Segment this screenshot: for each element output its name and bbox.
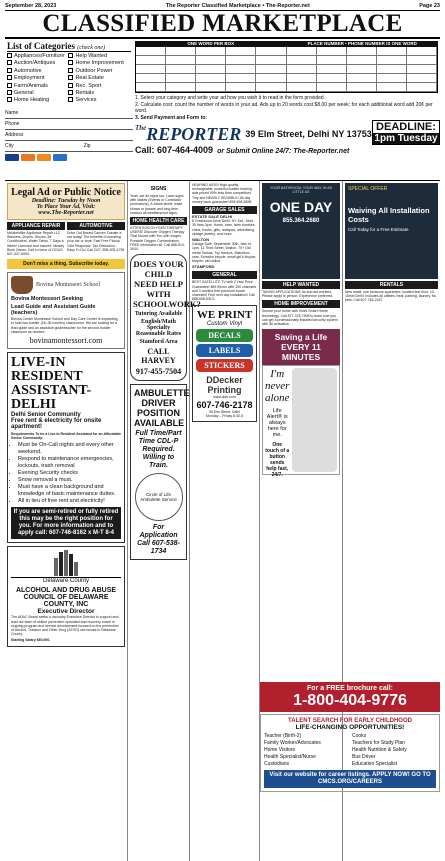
brochure-banner: For a FREE brochure call: 1-800-404-9776 bbox=[260, 682, 440, 712]
checkbox[interactable] bbox=[68, 83, 73, 88]
city-field[interactable]: City Zip bbox=[5, 141, 133, 152]
address-field[interactable]: Address bbox=[5, 130, 133, 141]
amex-icon bbox=[53, 154, 67, 161]
section-automotive: AUTOMOTIVE bbox=[67, 222, 125, 230]
mastercard-icon bbox=[21, 154, 35, 161]
checkbox[interactable] bbox=[68, 90, 73, 95]
checkbox[interactable] bbox=[68, 60, 73, 65]
category-option[interactable]: Automotive bbox=[7, 68, 64, 75]
window-ad: SPECIAL OFFER Waiving All Installation Costs Call Today for a Free Estimate bbox=[345, 183, 438, 279]
grid-header: ONE WORD PER BOX PLACE NUMBER • PHONE NUMBER IS ONE WORD bbox=[135, 41, 438, 47]
column-3: HEARING AIDS!! High-quality rechargeable, powerful Audien hearing aids priced 90% less than competitors. Tiny and NEARLY INVISIBLE! 45-day money back guarantee! 855-598-5898 GARAGE SALES ESTATE SALE DELHI 8 Crestwood Drive Delhi, NY Sat., Sept. 30 9am-3pm. Home, barn, farm furniture, china, books, gifts, antiques, advertising, vintage jewelry, and more. WALTON Garage Sale, September 30th, 9am to 1pm, 11 Third Street, Walton. 70+ Old metal Tonkas, Toy tractors, Matchbox cars, Schwinn bicycle, small girl's bicycle, tricycle, old radios. STAMFORD GENERAL BEST SATELLITE TV with 2 Year Price Guarantee! $59.99/mo with 190 channels and 3 months free premium movie channels! Free next day installation! Call 888-508-5313. WE PRINT Custom Vinyl DECALS LABELS STICKERS DDecker Printing www.ddcr.com 607-746-2178 39 Elm Street, Delhi Monday – Friday 8:30-5 bbox=[190, 181, 260, 861]
bovina-url[interactable]: bovinamontessori.com bbox=[29, 336, 103, 346]
category-option[interactable]: Help Wanted bbox=[68, 53, 123, 60]
subscribe-banner: Don't miss a thing. Subscribe today. bbox=[7, 259, 125, 269]
header-center: The Reporter Classified Marketplace • The-Reporter.net bbox=[165, 3, 310, 9]
category-option[interactable]: Rentals bbox=[68, 90, 123, 97]
ambulette-ad: AMBULETTE DRIVER POSITION AVAILABLE Full Time/Part Time CDL-P Required. Willing to Train. Circle of Life Ambulette Service For Application Call 607-538-1734 bbox=[130, 384, 187, 560]
checkbox[interactable] bbox=[7, 75, 12, 80]
checkbox[interactable] bbox=[7, 60, 12, 65]
category-option[interactable]: General bbox=[7, 90, 64, 97]
checkbox[interactable] bbox=[68, 53, 73, 58]
page-title: CLASSIFIED MARKETPLACE bbox=[5, 11, 440, 39]
tutoring-ad: DOES YOUR CHILD NEED HELP WITH SCHOOLWORK? Tutoring Available English/Math Specialty Reasonable Rates Stamford Area CALL HARVEY 917-455-7504 bbox=[130, 254, 187, 381]
saving-banner: Saving a Life EVERY 11 MINUTES bbox=[262, 329, 340, 365]
column-5: SPECIAL OFFER Waiving All Installation Costs Call Today for a Free Estimate RENTALS New small, one bedroom apartment, located first floor, 10-15min Delhi. Includes all utilities, heat, parking, laundry. No pets. Call 607-746-2187. bbox=[343, 181, 440, 861]
section-signs: SIGNS bbox=[150, 186, 167, 192]
checkbox[interactable] bbox=[68, 68, 73, 73]
circle-of-life-logo: Circle of Life Ambulette Service bbox=[135, 473, 183, 521]
reporter-address: 39 Elm Street, Delhi NY 13753 bbox=[245, 129, 372, 139]
contact-form bbox=[5, 108, 133, 161]
adac-ad: Delaware County ALCOHOL AND DRUG ABUSE COUNCIL OF DELAWARE COUNTY, INC Executive Director The ADAC Board seeks a visionary Executive Director to support and lead our team of skilled prevention specialist and recovery coach in ongoing program and service development focused on the prevention of Alcohol, Tobacco and Other Drug (ATOD) use issues in Delaware County. Starting Salary $60,000. bbox=[7, 546, 125, 646]
reporter-logo: $^{The}$REPORTER bbox=[135, 124, 242, 144]
legal-url[interactable]: www.The-Reporter.net bbox=[38, 210, 94, 216]
payment-cards bbox=[5, 154, 133, 161]
name-field[interactable]: Name bbox=[5, 108, 133, 119]
bath-ad: YOUR BATHROOM, YOUR WAY, IN AS LITTLE AS ONE DAY 855.364.2680 bbox=[262, 183, 340, 279]
legal-ad-box: Legal Ad or Public Notice Deadline: Tuesday by Noon To Place Your Ad, Visit: www.The-Reporter.net bbox=[7, 183, 125, 220]
print-ad: WE PRINT Custom Vinyl DECALS LABELS STICKERS DDecker Printing www.ddcr.com 607-746-2178 39 Elm Street, Delhi Monday – Friday 8:30-5 bbox=[192, 305, 257, 422]
category-option[interactable]: Farm/Animals bbox=[7, 83, 64, 90]
bell-icon bbox=[11, 276, 33, 294]
apply-cta[interactable]: Visit our website for career listings. APPLY NOW! GO TO CMCS.ORG/CAREERS bbox=[264, 770, 436, 788]
live-in-ad: LIVE-IN RESIDENT ASSISTANT-DELHI Delhi Senior Community Free rent & electricity for onsite apartment! Requirements To be a Live-In Resident Assistant for an Affordable Senior Community: • Must be On-Call nights and every other weekend. • Respond to maintenance emergencies, lockouts, trash removal • Evening Security checks • Snow removal a must. • Must have a clean background and knowledge of basic maintenance duties. • All in lieu of free rent and electricity! If you are semi-retired or fully retired this may be the right position for you. For more information and to apply call: 607-746-8162 x M-T 8-4 bbox=[7, 352, 125, 543]
checkbox[interactable] bbox=[7, 68, 12, 73]
auto-ad: Drive Out Breast Cancer: Donate a car today! The benefits of donating your car or boat: Fast Free Pickup - 24hr Response. Tax Deduction - Easy To Do! Call 24/7: 855-905-4755 bbox=[67, 231, 125, 252]
visa-icon bbox=[5, 154, 19, 161]
category-option[interactable]: Home Improvement bbox=[68, 60, 123, 67]
submit-online[interactable]: or Submit Online 24/7: The-Reporter.net bbox=[217, 148, 350, 155]
section-rentals: RENTALS bbox=[345, 281, 438, 289]
checkbox[interactable] bbox=[7, 53, 12, 58]
order-form bbox=[5, 39, 440, 181]
checkbox[interactable] bbox=[7, 90, 12, 95]
column-2: SIGNS Yeah, we do signs too. Lawn signs with stakes (Events or Contractor promotions), A-frame street, trade shows or parade and long term outdoor ali weatherproof signs. HOME HEALTH CARE ATTENTION OXYGEN THERAPY USERS! Discover Oxygen Therapy That Moves with You with Inogen Portable Oxygen Concentrators. FREE information kit. Call 888-514-3044. DOES YOUR CHILD NEED HELP WITH SCHOOLWORK? Tutoring Available English/Math Specialty Reasonable Rates Stamford Area CALL HARVEY 917-455-7504 AMBULETTE DRIVER POSITION AVAILABLE Full Time/Part Time CDL-P Required. Willing to Train. Circle of Life Ambulette Service For Application Call 607-538-1734 bbox=[128, 181, 190, 861]
section-appliance: APPLIANCE REPAIR bbox=[7, 222, 65, 230]
category-col-1 bbox=[7, 53, 64, 105]
section-improve: HOME IMPROVEMENT bbox=[262, 300, 340, 308]
instructions: 1. Select your category and write your ad how you wish it to read in the form provided 2. Calculate cost: count the number of words in your ad. Ads up to 20 words cost $8.00 per week; for each additional word add 20¢ per word. 3. Send Payment and Form to: bbox=[135, 95, 433, 121]
category-option[interactable]: Appliances/Furniture bbox=[7, 53, 64, 60]
column-1 bbox=[5, 181, 128, 861]
category-option[interactable]: Auction/Antiques bbox=[7, 60, 64, 67]
checkbox[interactable] bbox=[7, 83, 12, 88]
category-option[interactable]: Rec. Sport bbox=[68, 83, 123, 90]
column-4: YOUR BATHROOM, YOUR WAY, IN AS LITTLE AS ONE DAY 855.364.2680 HELP WANTED TAKING APPLICATIONS for sub aid workers. Please apply in person. Experience preferred. HOME IMPROVEMENT Secure your home with Vivint Smart Home technology. Call 877-378-7908 to learn how you can get a professionally installed security system with $0 activation. Saving a Life EVERY 11 MINUTES I'm never alone Life Alert® is always here for me. One touch of a button sends help fast, 24/7. bbox=[260, 181, 343, 861]
reporter-phone[interactable]: Call: 607-464-4009 bbox=[135, 145, 214, 155]
checkbox[interactable] bbox=[68, 97, 73, 102]
discover-icon bbox=[37, 154, 51, 161]
category-heading: List of Categories (check one) bbox=[7, 41, 131, 52]
talent-ad: TALENT SEARCH FOR EARLY CHILDHOOD LIFE-CHANGING OPPORTUNITIES! Teacher (Birth-2) Family Worker/Advocates Home Visitors Health Specialist/Nurse Custodians Cooks Teachers for Study Plan Health Nutrition & Safety Bus Driver Education Specialist Visit our website for career listings. APPLY NOW! GO TO CMCS.ORG/CAREERS bbox=[260, 714, 440, 792]
word-grid[interactable] bbox=[135, 47, 438, 93]
section-garage: GARAGE SALES bbox=[192, 206, 257, 214]
bovina-ad: Bovina Montessori School Bovina Montessori Seeking Lead Guide and Assistant Guide (teachers) Bovina Center Montessori School and Day Care Center is expanding to hold two toddler (18–36 months) classrooms. We are looking for a lead guide and an assistant guide/teacher for the second toddler classroom as needed. bovinamontessori.com bbox=[7, 272, 125, 349]
adac-logo bbox=[11, 550, 121, 576]
appliance-ad: MrNiceMike Appliance Repair LLC Washers, Dryers, Stoves, Air Conditioners, Water Tanks. 7 Days a Week! Licensed and Insured. Mickey Buck Owner. Call in honor of DOUG 607-437-6094. bbox=[7, 231, 65, 257]
section-home-health: HOME HEALTH CARE bbox=[130, 217, 187, 225]
issue-date: September 28, 2023 bbox=[5, 3, 57, 9]
section-help: HELP WANTED bbox=[262, 281, 340, 289]
category-option[interactable]: Services bbox=[68, 97, 123, 104]
category-option[interactable]: Home Heating bbox=[7, 97, 64, 104]
checkbox[interactable] bbox=[7, 97, 12, 102]
category-option[interactable]: Employment bbox=[7, 75, 64, 82]
life-alert-ad: I'm never alone Life Alert® is always here for me. One touch of a button sends help fast, 24/7. bbox=[262, 365, 340, 475]
section-general: GENERAL bbox=[192, 271, 257, 279]
phone-field[interactable]: Phone bbox=[5, 119, 133, 130]
category-option[interactable]: Outdoor Power bbox=[68, 68, 123, 75]
category-option[interactable]: Real Estate bbox=[68, 75, 123, 82]
woman-photo bbox=[292, 368, 337, 472]
deadline-box: DEADLINE: 1pm Tuesday bbox=[372, 120, 440, 145]
word-grid-area bbox=[133, 39, 440, 180]
checkbox[interactable] bbox=[68, 75, 73, 80]
page-number: Page 23 bbox=[419, 3, 440, 9]
bottom-right-ads bbox=[260, 680, 440, 792]
category-col-2 bbox=[68, 53, 123, 105]
